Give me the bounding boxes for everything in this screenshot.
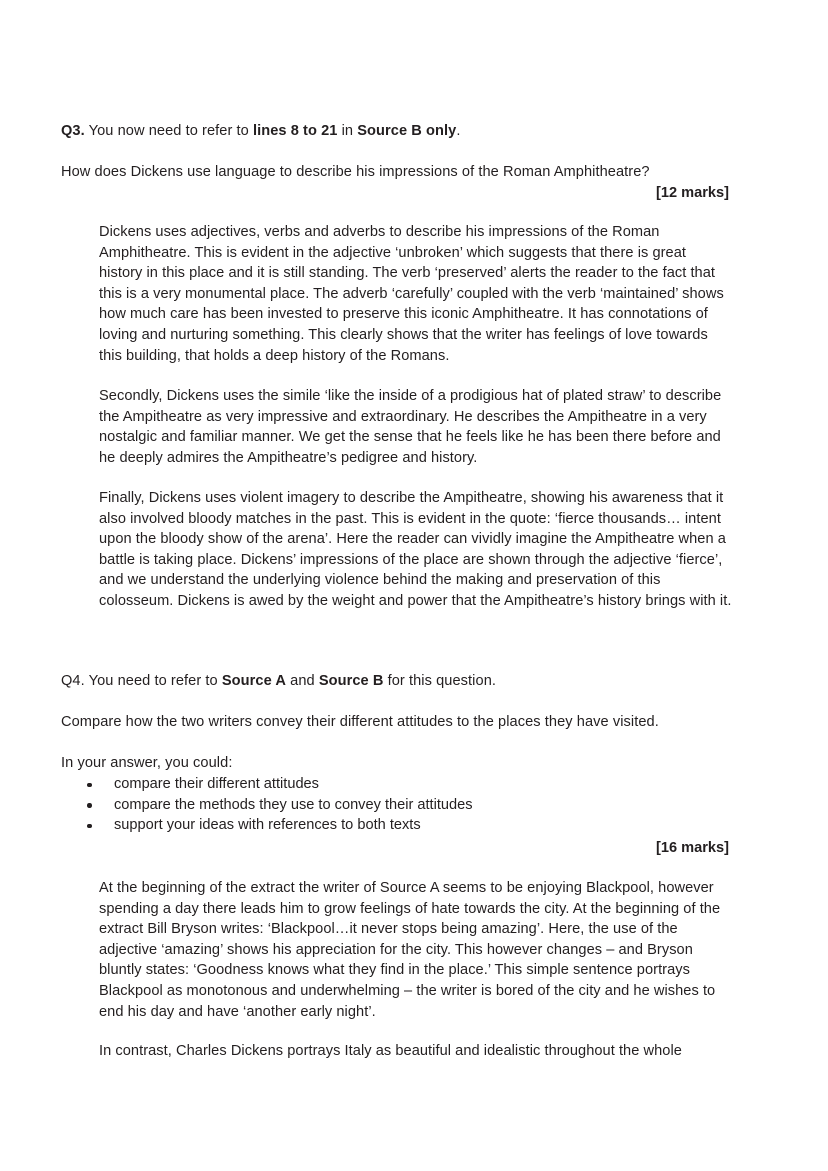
list-item <box>61 774 741 795</box>
q4-marks: [16 marks] <box>655 840 729 856</box>
q3-instruction-part2: in <box>337 123 358 139</box>
q4-bullet-3-label: support your ideas with references to both texts <box>114 817 421 833</box>
q4-instruction-bold1: Source A <box>221 673 286 689</box>
bullet-dot-icon <box>87 803 92 808</box>
q4-instruction-part3: for this question. <box>383 673 497 689</box>
q4-bullet-1-label: compare their different attitudes <box>114 776 319 792</box>
q4-instruction-part1: You need to refer to <box>84 673 222 689</box>
q4-question-line <box>61 712 741 732</box>
q3-instruction-part3: . <box>456 123 461 139</box>
q4-instruction-text <box>61 671 741 691</box>
bullet-dot-icon <box>87 824 92 829</box>
q4-prompt-line <box>61 753 741 773</box>
q4-bullet-list <box>61 774 741 836</box>
q4-bullet-2-label: compare the methods they use to convey their attitudes <box>114 796 473 813</box>
q4-prompt-text: In your answer, you could: <box>61 755 233 771</box>
q3-instruction-bold1: lines 8 to 21 <box>252 123 338 139</box>
q3-marks: [12 marks] <box>655 185 729 201</box>
q3-answer-paragraph-2: Secondly, Dickens uses the simile ‘like the inside of a prodigious hat of plated straw’ to describe the Ampitheatre as very impressive and extraordinary. He describes the Ampitheatre in a very nostalgic and familiar manner. We get the sense that he feels like he has been there before and he deeply admires the Ampitheatre’s pedigree and history. <box>99 388 722 466</box>
q4-question-text: Compare how the two writers convey their different attitudes to the places they have visited. <box>61 714 659 730</box>
q4-instruction-line <box>61 671 741 691</box>
q3-answer-paragraph-1: Dickens uses adjectives, verbs and adverbs to describe his impressions of the Roman Amphitheatre. This is evident in the adjective ‘unbroken’ which suggests that there is great history in this place and it is still standing. The verb ‘preserved’ alerts the reader to the fact that this is a very monumental place. The adverb ‘carefully’ coupled with the verb ‘maintained’ shows how much care has been invested to preserve this iconic Amphitheatre. It has connotations of loving and nurturing something. This clearly shows that the writer has feelings of love towards this building, that holds a deep history of the Romans. <box>99 224 724 364</box>
q4-instruction-part2: and <box>286 673 319 689</box>
q3-question-text: How does Dickens use language to describe his impressions of the Roman Amphitheatre? <box>61 164 650 180</box>
q3-answer-paragraph-3: Finally, Dickens uses violent imagery to describe the Ampitheatre, showing his awareness that it also involved bloody matches in the past. This is evident in the quote: ‘fierce thousands… intent upon the bloody show of the arena’. Here the reader can vividly imagine the Ampitheatre when a battle is taking place. Dickens’ impressions of the place are shown through the adjective ‘fierce’, and we understand the underlying violence behind the making and preservation of this colosseum. Dickens is awed by the weight and power that the Ampitheatre’s history brings with it. <box>99 490 732 609</box>
q4-answer-paragraph-1: At the beginning of the extract the writer of Source A seems to be enjoying Blackpool, however spending a day there leads him to grow feelings of hate towards the city. At the beginning of the extract Bill Bryson writes: ‘Blackpool…it never stops being amazing’. Here, the use of the adjective ‘amazing’ shows his appreciation for the city. This however changes – and Bryson bluntly states: ‘Goodness knows what they find in the place.’ This simple sentence portrays Blackpool as monotonous and underwhelming – the writer is bored of the city and he wishes to end his day and have ‘another early night’. <box>99 880 721 1020</box>
q3-instruction-part1: You now need to refer to <box>84 123 253 139</box>
q3-instruction-bold2: Source B only <box>357 123 457 139</box>
q4-label: Q4. <box>61 673 85 689</box>
bullet-dot-icon <box>87 783 92 788</box>
q4-instruction-bold2: Source B <box>318 673 384 689</box>
list-item <box>61 795 741 816</box>
list-item <box>61 815 741 836</box>
q3-instruction-line <box>61 121 741 141</box>
q4-answer-paragraph-2: In contrast, Charles Dickens portrays Italy as beautiful and idealistic throughout the whole <box>99 1043 682 1059</box>
q3-label: Q3. <box>61 123 85 139</box>
q3-instruction-text <box>61 121 741 141</box>
q3-question-line <box>61 162 741 182</box>
